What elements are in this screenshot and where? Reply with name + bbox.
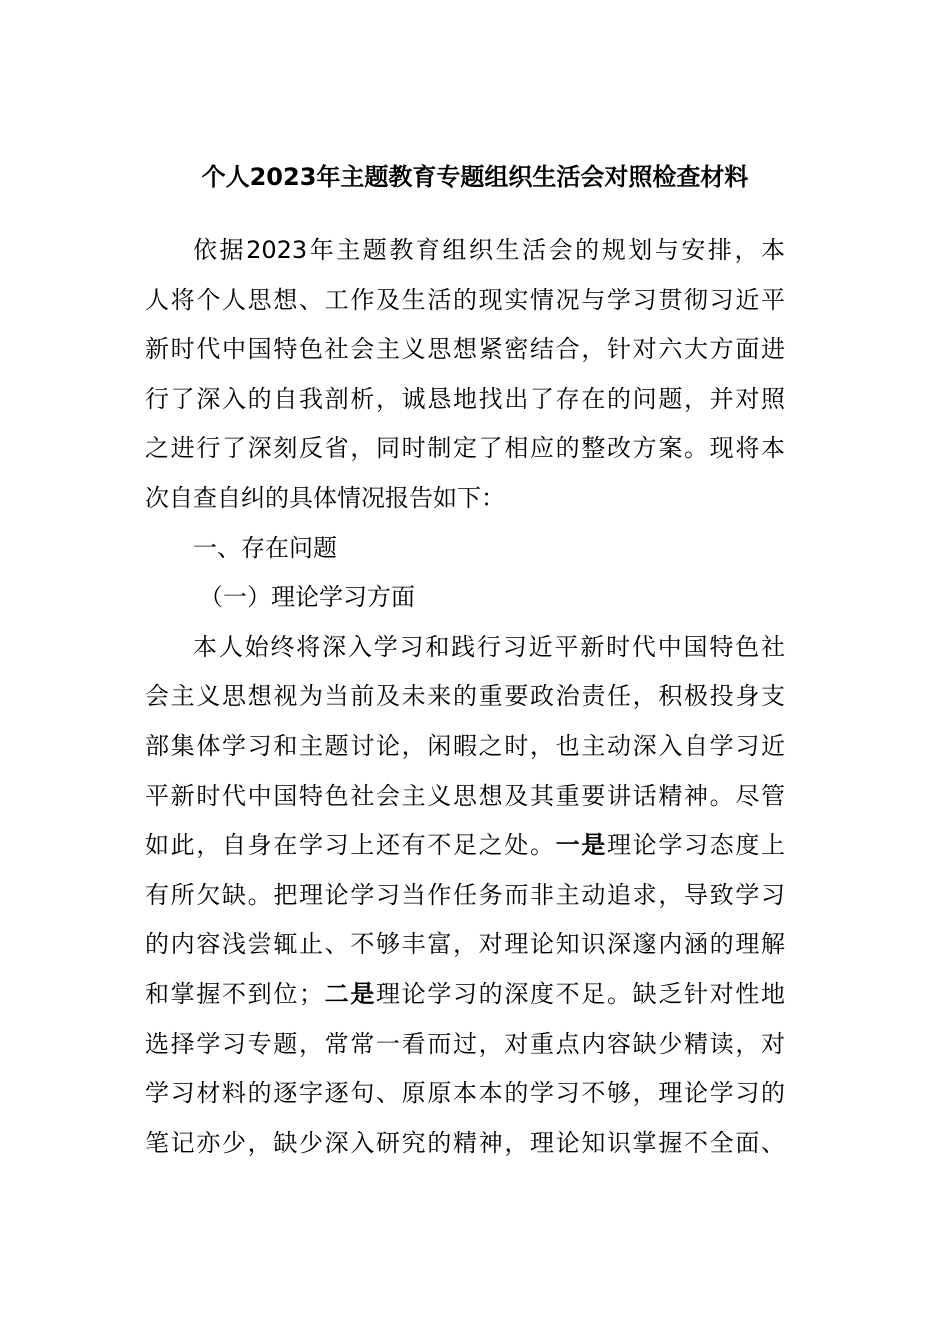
paragraph-line-with-emphasis: [145, 821, 785, 871]
text-segment: 理论学习的深度不足。缺乏针对性地: [376, 979, 785, 1008]
text-segment: 如此，自身在学习上还有不足之处。: [145, 831, 556, 860]
intro-line: 人将个人思想、工作及生活的现实情况与学习贯彻习近平: [145, 285, 785, 314]
paragraph-line: 会主义思想视为当前及未来的重要政治责任，积极投身支: [145, 682, 785, 711]
paragraph-line: 部集体学习和主题讨论，闲暇之时，也主动深入自学习近: [145, 731, 785, 760]
paragraph-line-with-emphasis: [145, 970, 785, 1020]
intro-line: 次自查自纠的具体情况报告如下：: [145, 483, 505, 512]
text-segment: 理论学习态度上: [607, 831, 785, 860]
intro-line: 行了深入的自我剖析，诚恳地找出了存在的问题，并对照: [145, 384, 785, 413]
section-heading-2: （一）理论学习方面: [199, 583, 415, 612]
document-title: 个人2023年主题教育专题组织生活会对照检查材料: [201, 163, 749, 191]
document-body: [145, 226, 785, 1168]
section-heading-1: 一、存在问题: [193, 533, 337, 562]
emphasis-first: 一是: [555, 831, 608, 860]
paragraph-line: 的内容浅尝辄止、不够丰富，对理论知识深邃内涵的理解: [145, 930, 785, 959]
paragraph-line: 有所欠缺。把理论学习当作任务而非主动追求，导致学习: [145, 880, 785, 909]
paragraph-line: 本人始终将深入学习和践行习近平新时代中国特色社: [193, 632, 785, 661]
intro-line: 新时代中国特色社会主义思想紧密结合，针对六大方面进: [145, 335, 785, 364]
intro-line: 依据2023年主题教育组织生活会的规划与安排，本: [193, 236, 785, 264]
paragraph-line: 笔记亦少，缺少深入研究的精神，理论知识掌握不全面、: [145, 1128, 785, 1157]
paragraph-line: 平新时代中国特色社会主义思想及其重要讲话精神。尽管: [145, 781, 785, 810]
paragraph-line: 选择学习专题，常常一看而过，对重点内容缺少精读，对: [145, 1029, 785, 1058]
emphasis-second: 二是: [323, 979, 376, 1008]
text-segment: 和掌握不到位；: [145, 979, 323, 1008]
paragraph-line: 学习材料的逐字逐句、原原本本的学习不够，理论学习的: [145, 1079, 785, 1108]
intro-line: 之进行了深刻反省，同时制定了相应的整改方案。现将本: [145, 434, 785, 463]
